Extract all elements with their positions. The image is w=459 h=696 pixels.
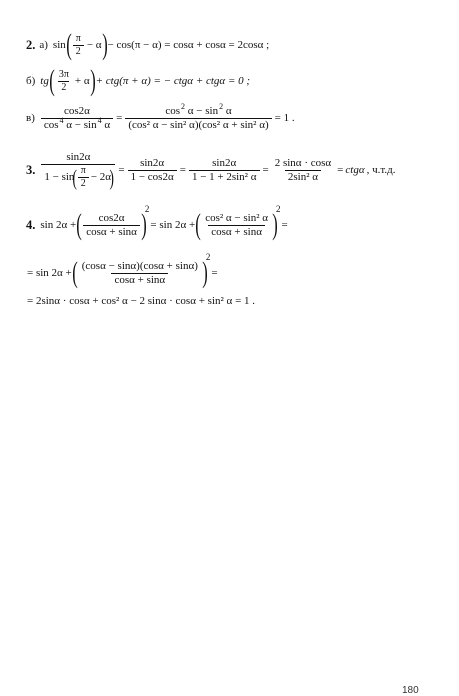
open-paren: ( (195, 208, 201, 241)
fraction-numerator: sin2α (66, 151, 91, 163)
expr-start: = sin 2α + (27, 266, 72, 279)
equals: = (118, 164, 125, 176)
problem-2b-line (26, 66, 251, 96)
equals: = (337, 164, 344, 176)
part-v-rest: = 1 . (274, 112, 295, 124)
open-paren: ( (72, 256, 78, 289)
exponent: 4 (59, 116, 64, 125)
fraction-denominator: cosα + sinα (83, 225, 140, 238)
fraction-numerator: cos² α − sin² α (205, 211, 269, 224)
page-number: 180 (402, 685, 419, 696)
den-part: 1 − sin (44, 171, 75, 183)
part-a-label: а) (39, 38, 48, 51)
equals: = (179, 164, 186, 176)
problem-2a-line (26, 30, 270, 60)
close-paren: ) (89, 64, 96, 97)
num-part: α − sin (187, 105, 219, 117)
open-paren: ( (49, 64, 55, 97)
close-paren: ) (202, 256, 208, 289)
fraction-denominator (41, 164, 115, 189)
problem-4-number: 4. (26, 217, 36, 232)
exponent: 2 (219, 102, 224, 111)
num-part: α (225, 105, 232, 117)
close-paren: ) (109, 164, 114, 190)
plus-alpha: + α (74, 74, 90, 87)
pi-over-2-fraction (78, 166, 89, 189)
qed-text: , ч.т.д. (366, 164, 396, 176)
part-a-rest: − cos(π − α) = cosα + cosα = 2cosα ; (107, 38, 270, 51)
fraction-denominator: 2 (73, 45, 84, 57)
fraction-denominator: (cos² α − sin² α)(cos² α + sin² α) (125, 118, 271, 131)
open-paren: ( (72, 164, 78, 190)
fraction-denominator: cosα + sinα (208, 225, 265, 238)
problem-2v-line (26, 102, 296, 131)
pi-over-2-fraction (73, 34, 84, 57)
den-part: − 2α (90, 171, 112, 183)
close-paren: ) (141, 208, 147, 241)
ctg-result: ctgα (345, 164, 365, 176)
problem-2-number: 2. (26, 37, 36, 52)
fraction-numerator: 3π (58, 68, 69, 80)
equals: = (262, 164, 269, 176)
fraction-2 (128, 158, 177, 183)
fraction-denominator: cosα + sinα (111, 273, 168, 286)
open-paren: ( (66, 28, 72, 61)
part-b-rest: + ctg(π + α) = − ctgα + ctgα = 0 ; (95, 74, 251, 87)
fraction-1 (83, 213, 140, 238)
fraction-2 (125, 102, 271, 131)
fraction-numerator: sin2α (212, 157, 237, 169)
part-b-label: б) (26, 74, 36, 87)
fraction-1 (41, 152, 115, 189)
fraction-3 (189, 158, 260, 183)
expr-mid: = sin 2α + (150, 218, 196, 231)
sin-func: sin (52, 38, 66, 51)
den-part: cos (43, 119, 59, 131)
fraction-1 (41, 106, 113, 131)
fraction-numerator: 2 sinα · cosα (274, 157, 332, 169)
den-part: α (104, 119, 111, 131)
fraction-denominator: 1 − 1 + 2sin² α (189, 170, 260, 183)
fraction-numerator: cos2α (98, 211, 125, 224)
fraction (79, 261, 201, 286)
square-exponent: 2 (276, 203, 281, 214)
fraction-numerator: π (75, 32, 81, 44)
fraction-denominator: 2 (58, 81, 69, 93)
problem-4-line-2 (26, 251, 219, 289)
equals: = (116, 112, 123, 124)
fraction-4 (272, 158, 334, 183)
fraction-denominator (41, 118, 113, 131)
fraction-numerator: sin2α (140, 157, 165, 169)
expr-end: = (211, 266, 218, 279)
problem-3-line (26, 152, 396, 189)
fraction-denominator: 1 − cos2α (128, 170, 177, 183)
problem-4-line-3 (26, 296, 256, 307)
expr-start: sin 2α + (40, 218, 77, 231)
square-exponent: 2 (144, 203, 150, 214)
close-paren: ) (101, 28, 108, 61)
part-v-label: в) (26, 112, 35, 124)
exponent: 4 (97, 116, 102, 125)
close-paren: ) (272, 208, 278, 241)
fraction-denominator: 2sin² α (285, 170, 321, 183)
fraction-numerator: (cosα − sinα)(cosα + sinα) (81, 259, 198, 272)
fraction-numerator: cos2α (64, 105, 90, 117)
problem-3-number: 3. (26, 163, 36, 178)
fraction-denominator: 2 (78, 177, 89, 189)
exponent: 2 (181, 102, 186, 111)
den-part: α − sin (66, 119, 97, 131)
square-exponent: 2 (205, 251, 211, 262)
fraction-numerator (162, 102, 234, 118)
expr-end: = (281, 218, 288, 231)
minus-alpha: − α (86, 38, 102, 51)
problem-4-line-1 (26, 203, 289, 241)
fraction-numerator: π (80, 165, 86, 176)
fraction-2 (202, 213, 271, 238)
open-paren: ( (76, 208, 82, 241)
three-pi-over-2-fraction (56, 70, 72, 93)
tg-func: tg (40, 74, 49, 87)
expr-final: = 2sinα · cosα + cos² α − 2 sinα · cosα + sin² α = 1 . (27, 295, 256, 307)
num-part: cos (165, 105, 181, 117)
